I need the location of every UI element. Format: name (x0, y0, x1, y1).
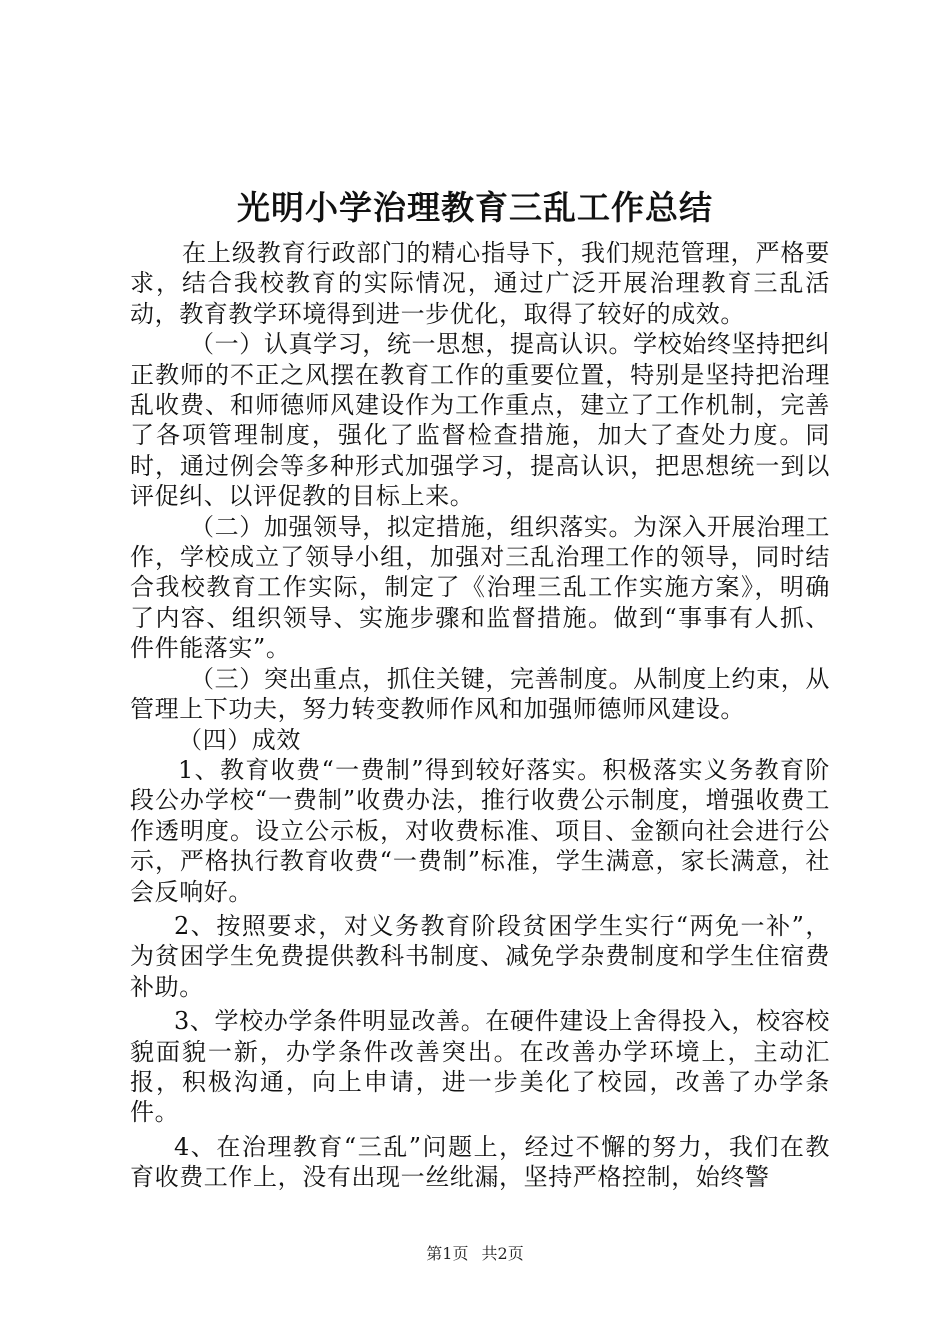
paragraph-section-3: （三）突出重点，抓住关键，完善制度。从制度上约束，从管理上下功夫，努力转变教师作风和加强师德师风建设。 (130, 664, 830, 724)
paragraph-section-1: （一）认真学习，统一思想，提高认识。学校始终坚持把纠正教师的不正之风摆在教育工作的重要位置，特别是坚持把治理乱收费、和师德师风建设作为工作重点，建立了工作机制，完善了各项管理制度，强化了监督检查措施，加大了查处力度。同时，通过例会等多种形式加强学习，提高认识，把思想统一到以评促纠、以评促教的目标上来。 (130, 330, 830, 511)
document-body (130, 238, 830, 1193)
paragraph-section-2: （二）加强领导，拟定措施，组织落实。为深入开展治理工作，学校成立了领导小组，加强对三乱治理工作的领导，同时结合我校教育工作实际，制定了《治理三乱工作实施方案》，明确了内容、组织领导、实施步骤和监督措施。做到“事事有人抓、件件能落实”。 (130, 512, 830, 663)
document-title: 光明小学治理教育三乱工作总结 (237, 188, 713, 227)
page-number-total: 共2页 (481, 1244, 524, 1263)
page-number-current: 第1页 (426, 1244, 469, 1263)
paragraph-result-4: 4、在治理教育“三乱”问题上，经过不懈的努力，我们在教育收费工作上，没有出现一丝纰漏，坚持严格控制，始终警 (130, 1132, 830, 1192)
paragraph-section-4-heading: （四）成效 (178, 725, 301, 754)
paragraph-result-1: 1、教育收费“一费制”得到较好落实。积极落实义务教育阶段公办学校“一费制”收费办法，推行收费公示制度，增强收费工作透明度。设立公示板，对收费标准、项目、金额向社会进行公示，严格执行教育收费“一费制”标准，学生满意，家长满意，社会反响好。 (130, 755, 830, 906)
paragraph-intro: 在上级教育行政部门的精心指导下，我们规范管理，严格要求，结合我校教育的实际情况，通过广泛开展治理教育三乱活动，教育教学环境得到进一步优化，取得了较好的成效。 (130, 239, 830, 328)
paragraph-result-2: 2、按照要求，对义务教育阶段贫困学生实行“两免一补”，为贫困学生免费提供教科书制度、减免学杂费制度和学生住宿费补助。 (130, 911, 830, 1001)
page-footer (0, 1244, 950, 1264)
paragraph-result-3: 3、学校办学条件明显改善。在硬件建设上舍得投入，校容校貌面貌一新，办学条件改善突出。在改善办学环境上，主动汇报，积极沟通，向上申请，进一步美化了校园，改善了办学条件。 (130, 1007, 830, 1127)
